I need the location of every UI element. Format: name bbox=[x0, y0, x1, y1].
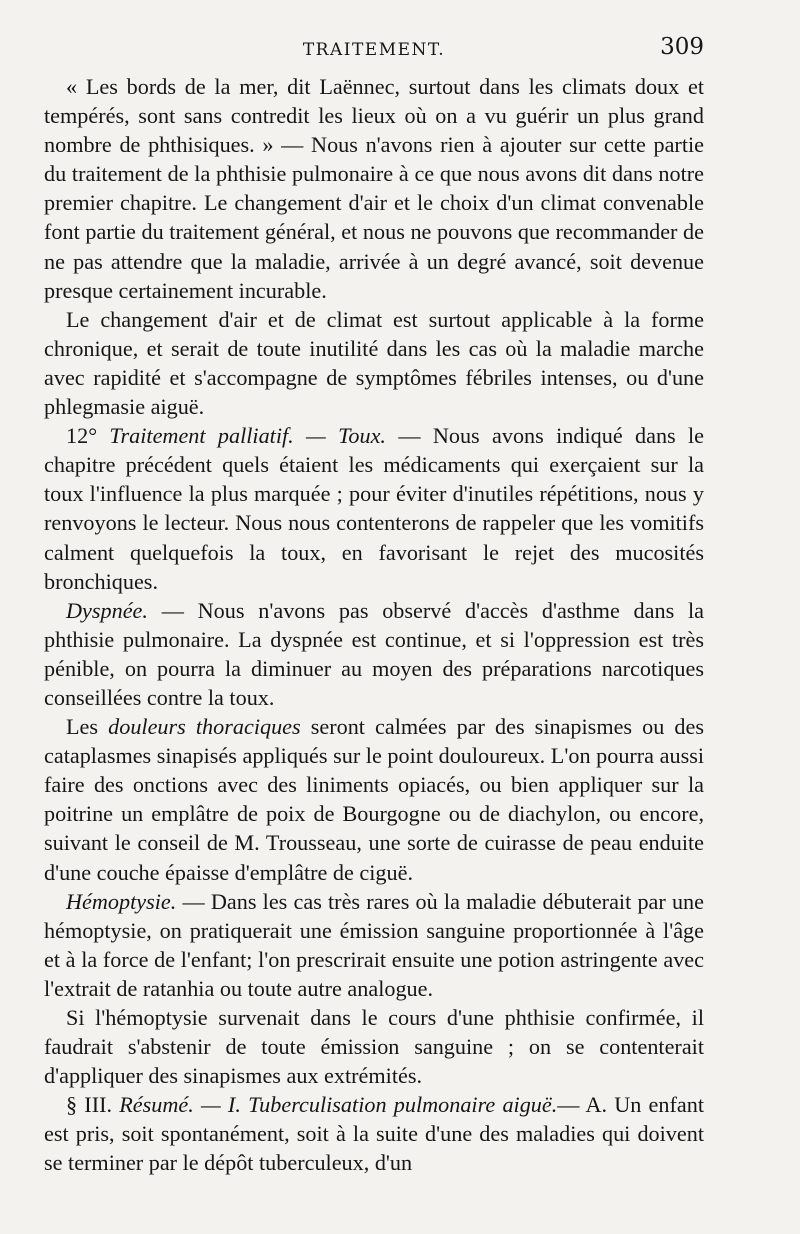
section-number: 12° bbox=[66, 423, 110, 449]
page-number: 309 bbox=[660, 34, 704, 60]
italic-heading: Résumé. — I. Tuberculisation pulmonaire aiguë. bbox=[119, 1092, 558, 1118]
paragraph-text: Si l'hémoptysie survenait dans le cours d'une phthisie confirmée, il faudrait s'abstenir de toute émission sanguine ; on se contenterait d'appliquer des sinapismes aux extrémités. bbox=[44, 1005, 704, 1089]
paragraph-summary bbox=[44, 1090, 704, 1177]
paragraph bbox=[44, 72, 704, 305]
italic-heading: Dyspnée. bbox=[66, 597, 148, 623]
italic-heading: Hémoptysie. bbox=[66, 888, 177, 914]
paragraph-text: — Dans les cas très rares où la maladie débuterait par une hémoptysie, on pratiquerait une émission sanguine proportionnée à l'âge et à la force de l'enfant; l'on prescrirait ensuite une potion astringente avec l'extrait de ratanhia ou toute autre analogue. bbox=[44, 888, 704, 1001]
paragraph-pain bbox=[44, 712, 704, 887]
paragraph bbox=[44, 1003, 704, 1090]
italic-term: douleurs thoraciques bbox=[108, 714, 301, 740]
paragraph-text: — Nous n'avons pas observé d'accès d'asthme dans la phthisie pulmonaire. La dyspnée est continue, et si l'oppression est très pénible, on pourra la diminuer au moyen des préparations narcotiques conseillées contre la toux. bbox=[44, 597, 704, 710]
section-marker: § III. bbox=[66, 1092, 120, 1118]
paragraph-text: — A. Un enfant est pris, soit spontanément, soit à la suite d'une des maladies qui doivent se terminer par le dépôt tuberculeux, d'un bbox=[44, 1092, 704, 1176]
paragraph-cough bbox=[44, 421, 704, 596]
body-text bbox=[44, 72, 704, 1178]
paragraph-text: « Les bords de la mer, dit Laënnec, surtout dans les climats doux et tempérés, sont sans contredit les lieux où on a vu guérir un plus grand nombre de phthisiques. » — Nous n'avons rien à ajouter sur cette partie du traitement de la phthisie pulmonaire à ce que nous avons dit dans notre premier chapitre. Le changement d'air et le choix d'un climat convenable font partie du traitement général, et nous ne pouvons que recommander de ne pas attendre que la maladie, arrivée à un degré avancé, soit devenue presque certainement incurable. bbox=[44, 74, 704, 303]
paragraph-dyspnea bbox=[44, 596, 704, 712]
paragraph bbox=[44, 305, 704, 421]
paragraph-lead: Les bbox=[66, 714, 109, 740]
paragraph-text: Le changement d'air et de climat est surtout applicable à la forme chronique, et serait de toute inutilité dans les cas où la maladie marche avec rapidité et s'accompagne de symptômes fébriles intenses, ou d'une phlegmasie aiguë. bbox=[44, 306, 704, 420]
italic-heading: Traitement palliatif. — Toux. bbox=[109, 423, 386, 449]
running-title: TRAITEMENT. bbox=[302, 40, 446, 60]
paragraph-text: seront calmées par des sinapismes ou des cataplasmes sinapisés appliqués sur le point douloureux. L'on pourra aussi faire des onctions avec des liniments opiacés, ou bien appliquer sur la poitrine un emplâtre de poix de Bourgogne ou de diachylon, ou encore, suivant le conseil de M. Trousseau, une sorte de cuirasse de peau enduite d'une couche épaisse d'emplâtre de ciguë. bbox=[44, 714, 705, 885]
paragraph-hemoptysis bbox=[44, 887, 704, 1003]
paragraph-text: — Nous avons indiqué dans le chapitre précédent quels étaient les médicaments qui exerçaient sur la toux l'influence la plus marquée ; pour éviter d'inutiles répétitions, nous y renvoyons le lecteur. Nous nous contenterons de rappeler que les vomitifs calment quelquefois la toux, en favorisant le rejet des mucosités bronchiques. bbox=[44, 423, 705, 594]
page-header bbox=[44, 32, 704, 72]
